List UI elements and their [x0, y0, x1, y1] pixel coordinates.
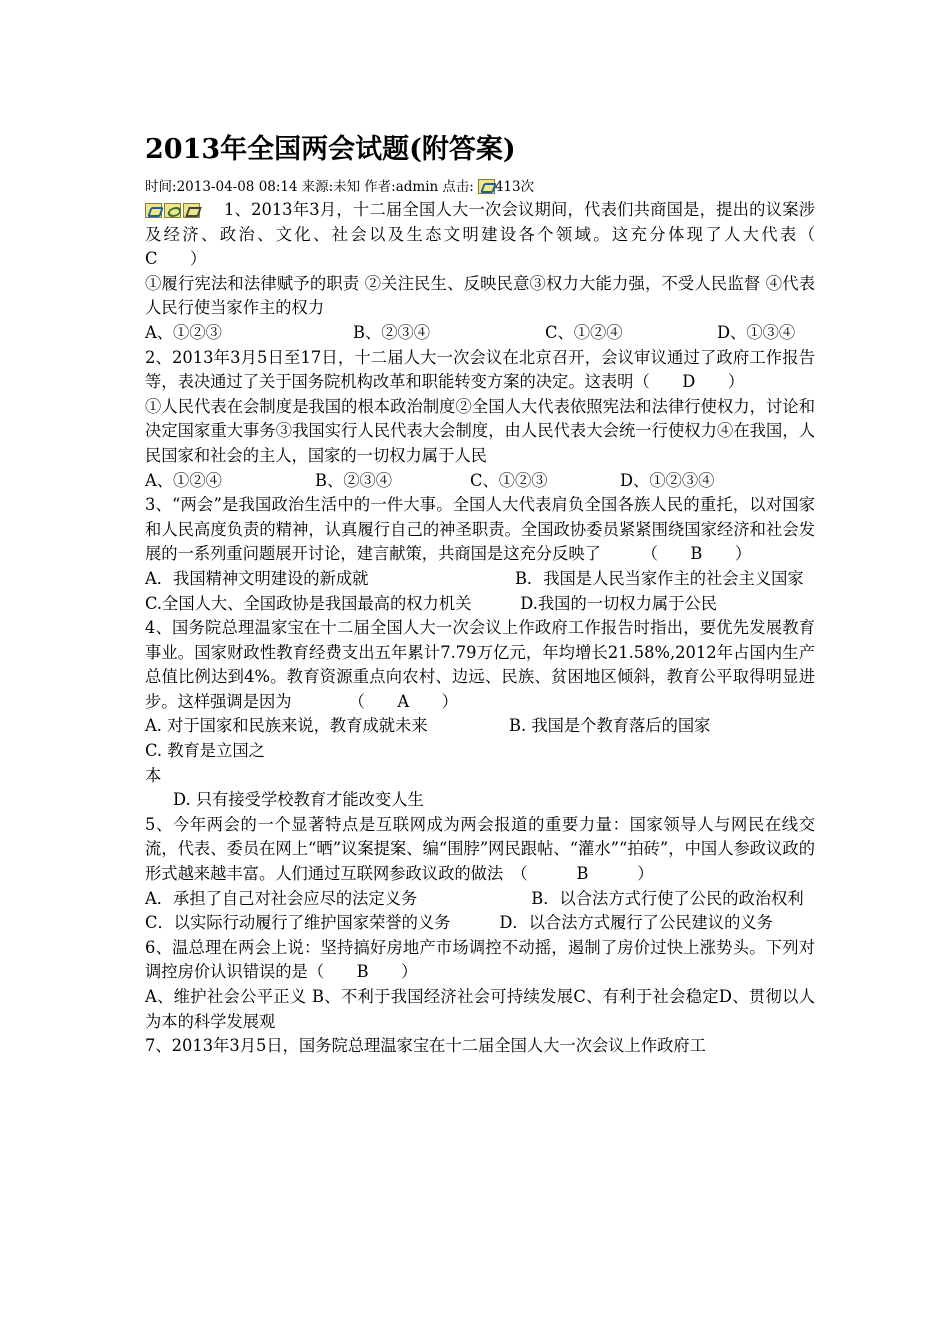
time-label: 时间: — [145, 179, 177, 195]
author-value: admin — [395, 179, 439, 195]
question-4-option-c-cont: 本 — [145, 765, 162, 785]
question-4-stem: 4、国务院总理温家宝在十二届全国人大一次会议上作政府工作报告时指出，要优先发展教育事业。国家财政性教育经费支出五年累计7.79万亿元，年均增长21.58%,2012年占国内生产总值比例达到4%。教育资源重点向农村、边远、民族、贫困地区倾斜，教育公平取得明显进步。这样强调是因为 （ A ） — [145, 618, 815, 711]
option: D、①③④ — [717, 322, 796, 342]
option: D、①②③④ — [620, 470, 715, 490]
question-6-options: A、维护社会公平正义 B、不利于我国经济社会可持续发展C、有利于社会稳定D、贯彻以人为本的科学发展观 — [145, 987, 815, 1031]
view-count-icon — [478, 179, 495, 194]
source-value: 未知 — [333, 179, 361, 195]
publish-time: 2013-04-08 08:14 — [176, 179, 298, 195]
article-title: 2013年全国两会试题(附答案) — [145, 134, 516, 165]
question-7-stem: 7、2013年3月5日，国务院总理温家宝在十二届全国人大一次会议上作政府工 — [145, 1036, 706, 1056]
print-icon[interactable] — [164, 203, 181, 218]
question-1-stem: 1、2013年3月，十二届全国人大一次会议期间，代表们共商国是，提出的议案涉及经济、政治、文化、社会以及生态文明建设各个领域。这充分体现了人大代表（ C ） — [145, 200, 848, 269]
question-5-options-ab: A．承担了自己对社会应尽的法定义务 B．以合法方式行使了公民的政治权利 — [145, 888, 804, 908]
click-unit: 次 — [520, 179, 535, 195]
question-1-options — [145, 321, 815, 346]
article — [145, 130, 848, 1059]
question-1-statements: ①履行宪法和法律赋予的职责 ②关注民生、反映民意③权力大能力强，不受人民监督 ④代表人民行使当家作主的权力 — [145, 273, 815, 318]
question-4-options-ab: A. 对于国家和民族来说，教育成就未来 B. 我国是个教育落后的国家 — [145, 716, 711, 736]
option: C、①②③ — [470, 470, 548, 490]
article-tools — [145, 198, 202, 223]
author-label: 作者: — [364, 179, 396, 195]
article-body — [145, 198, 848, 1059]
question-4-option-c: C. 教育是立国之 — [145, 741, 265, 761]
question-2-options — [145, 469, 815, 494]
question-2-statements: ①人民代表在会制度是我国的根本政治制度②全国人大代表依照宪法和法律行使权力，讨论和决定国家重大事务③我国实行人民代表大会制度，由人民代表大会统一行使权力④在我国，人民国家和社会的主人，国家的一切权力属于人民 — [145, 396, 815, 465]
option: B、②③④ — [315, 470, 393, 490]
option: C、①②④ — [545, 322, 623, 342]
question-5-options-cd: C．以实际行动履行了维护国家荣誉的义务 D．以合法方式履行了公民建议的义务 — [145, 913, 773, 933]
bookmark-icon[interactable] — [145, 203, 162, 218]
option: B、②③④ — [353, 322, 431, 342]
question-5-stem: 5、今年两会的一个显著特点是互联网成为两会报道的重要力量：国家领导人与网民在线交流，代表、委员在网上“晒”议案提案、编“围脖”网民跟帖、“灌水”“拍砖”，中国人参政议政的形式越来越丰富。人们通过互联网参政议政的做法 （ B ） — [145, 814, 815, 884]
question-3-options-ab: A．我国精神文明建设的新成就 B．我国是人民当家作主的社会主义国家 — [145, 568, 804, 588]
option: A、①②④ — [145, 470, 222, 490]
send-icon[interactable] — [183, 203, 200, 218]
option: A、①②③ — [145, 322, 222, 342]
source-label: 来源: — [301, 179, 334, 195]
clicks-label: 点击: — [442, 179, 474, 195]
article-meta — [145, 176, 815, 198]
question-2-stem: 2、2013年3月5日至17日，十二届人大一次会议在北京召开，会议审议通过了政府工作报告等，表决通过了关于国务院机构改革和职能转变方案的决定。这表明（ D ） — [145, 347, 815, 392]
question-3-stem: 3、“两会”是我国政治生活中的一件大事。全国人大代表肩负全国各族人民的重托，以对国家和人民高度负责的精神，认真履行自己的神圣职责。全国政协委员紧紧围绕国家经济和社会发展的一系列重问题展开讨论，建言献策，共商国是这充分反映了 （ B ） — [145, 495, 815, 564]
question-6-stem: 6、温总理在两会上说：坚持搞好房地产市场调控不动摇，遏制了房价过快上涨势头。下列对调控房价认识错误的是（ B ） — [145, 937, 815, 982]
click-count: 413 — [494, 179, 521, 195]
question-3-options-cd: C.全国人大、全国政协是我国最高的权力机关 D.我国的一切权力属于公民 — [145, 593, 717, 613]
question-4-option-d: D. 只有接受学校教育才能改变人生 — [173, 790, 424, 810]
